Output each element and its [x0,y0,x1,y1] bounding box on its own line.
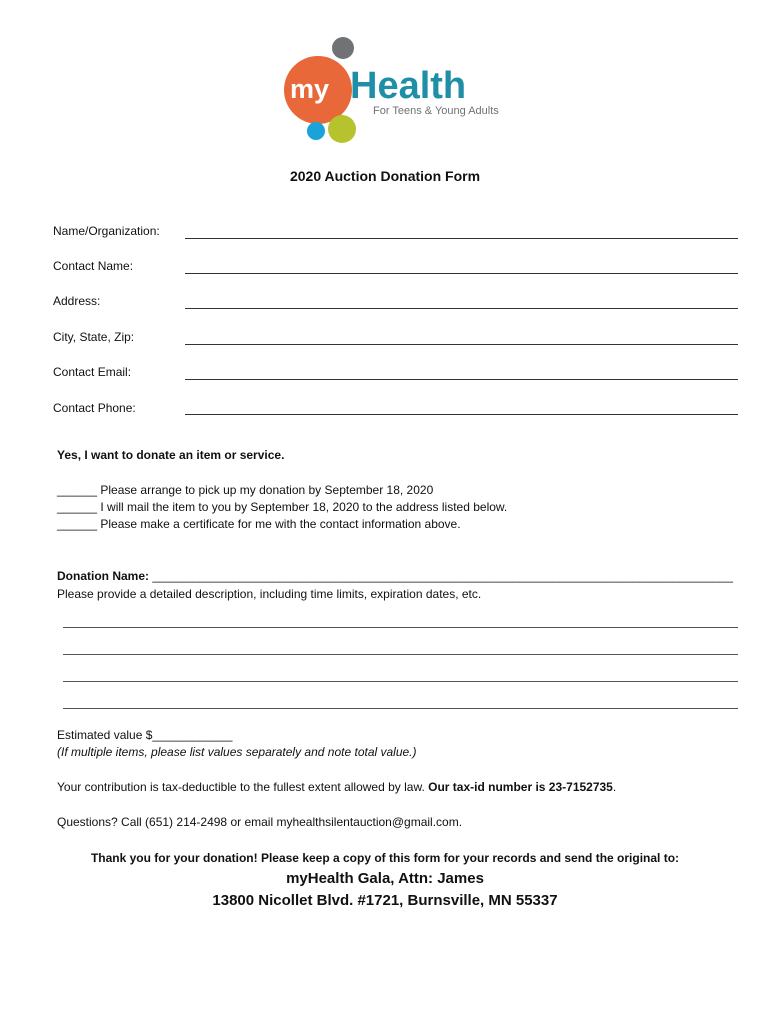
thank-you-note: Thank you for your donation! Please keep a copy of this form for your records and send the original to: [90,851,680,865]
address-field[interactable] [185,308,738,309]
name-organization-field[interactable] [185,238,738,239]
logo-green-dot [328,115,356,143]
tax-statement [57,780,616,794]
description-line-4[interactable] [63,708,738,709]
tax-period: . [612,780,617,794]
contact-email-label: Contact Email: [53,365,132,379]
description-line-1[interactable] [63,627,738,628]
logo-gray-dot [332,37,354,59]
contact-phone-label: Contact Phone: [53,401,136,415]
donation-name-row [57,569,733,583]
description-line-3[interactable] [63,681,738,682]
option-pickup[interactable]: ______ Please arrange to pick up my donation by September 18, 2020 [57,483,434,497]
form-title: 2020 Auction Donation Form [289,168,481,184]
donate-heading: Yes, I want to donate an item or service. [57,448,285,462]
questions-contact: Questions? Call (651) 214-2498 or email myhealthsilentauction@gmail.com. [57,815,463,829]
mailing-address-line1: myHealth Gala, Attn: James [286,870,484,887]
option-certificate[interactable]: ______ Please make a certificate for me with the contact information above. [57,517,461,531]
donation-name-label: Donation Name: [57,569,150,583]
tax-text: Your contribution is tax-deductible to the fullest extent allowed by law. [57,780,429,794]
description-line-2[interactable] [63,654,738,655]
contact-name-field[interactable] [185,273,738,274]
city-state-zip-label: City, State, Zip: [53,330,135,344]
contact-email-field[interactable] [185,379,738,380]
donation-name-field[interactable]: _______________________________________________________________________________________ [149,569,733,583]
logo-graphic [280,34,500,146]
address-label: Address: [53,294,101,308]
estimated-value[interactable]: Estimated value $____________ [57,728,233,742]
mailing-address-line2: 13800 Nicollet Blvd. #1721, Burnsville, MN 55337 [212,892,558,909]
city-state-zip-field[interactable] [185,344,738,345]
multiple-items-note: (If multiple items, please list values separately and note total value.) [57,745,417,759]
description-prompt: Please provide a detailed description, including time limits, expiration dates, etc. [57,587,482,601]
logo-blue-dot [307,122,325,140]
logo-tagline: For Teens & Young Adults [373,105,499,117]
myhealth-logo [280,34,500,146]
logo-my-text: my [290,74,330,104]
tax-id: Our tax-id number is 23-7152735 [428,780,613,794]
name-organization-label: Name/Organization: [53,224,160,238]
contact-name-label: Contact Name: [53,259,134,273]
option-mail[interactable]: ______ I will mail the item to you by September 18, 2020 to the address listed below. [57,500,508,514]
contact-phone-field[interactable] [185,414,738,415]
logo-health-text: Health [350,65,467,107]
